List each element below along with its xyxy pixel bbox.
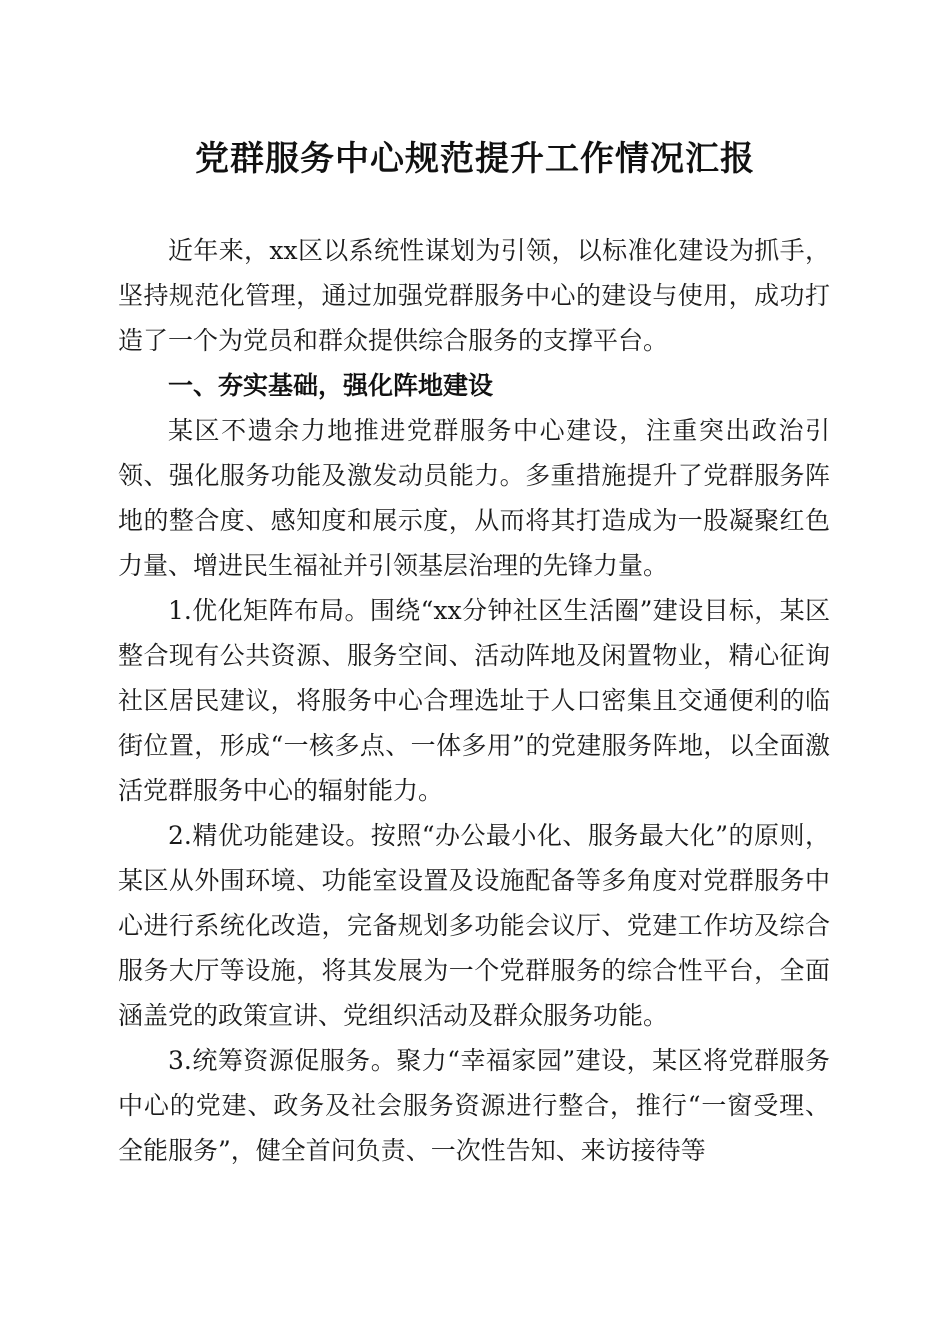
section-heading: 一、夯实基础，强化阵地建设: [168, 371, 494, 400]
document-title: 党群服务中心规范提升工作情况汇报: [195, 139, 755, 179]
item-paragraph-3: 3.统筹资源促服务。聚力“幸福家园”建设，某区将党群服务中心的党建、政务及社会服务资源进行整合，推行“一窗受理、全能服务”，健全首问负责、一次性告知、来访接待等: [118, 1046, 830, 1165]
document-body: [118, 228, 830, 1173]
item-paragraph-1: 1.优化矩阵布局。围绕“xx分钟社区生活圈”建设目标，某区整合现有公共资源、服务空间、活动阵地及闲置物业，精心征询社区居民建议，将服务中心合理选址于人口密集且交通便利的临街位置，形成“一核多点、一体多用”的党建服务阵地，以全面激活党群服务中心的辐射能力。: [118, 596, 830, 805]
item-paragraph-2: 2.精优功能建设。按照“办公最小化、服务最大化”的原则，某区从外围环境、功能室设置及设施配备等多角度对党群服务中心进行系统化改造，完备规划多功能会议厅、党建工作坊及综合服务大厅等设施，将其发展为一个党群服务的综合性平台，全面涵盖党的政策宣讲、党组织活动及群众服务功能。: [118, 821, 830, 1030]
intro-paragraph: 近年来，xx区以系统性谋划为引领，以标准化建设为抓手，坚持规范化管理，通过加强党群服务中心的建设与使用，成功打造了一个为党员和群众提供综合服务的支撑平台。: [118, 236, 830, 355]
section-lead-paragraph: 某区不遗余力地推进党群服务中心建设，注重突出政治引领、强化服务功能及激发动员能力。多重措施提升了党群服务阵地的整合度、感知度和展示度，从而将其打造成为一股凝聚红色力量、增进民生福祉并引领基层治理的先锋力量。: [118, 416, 830, 580]
